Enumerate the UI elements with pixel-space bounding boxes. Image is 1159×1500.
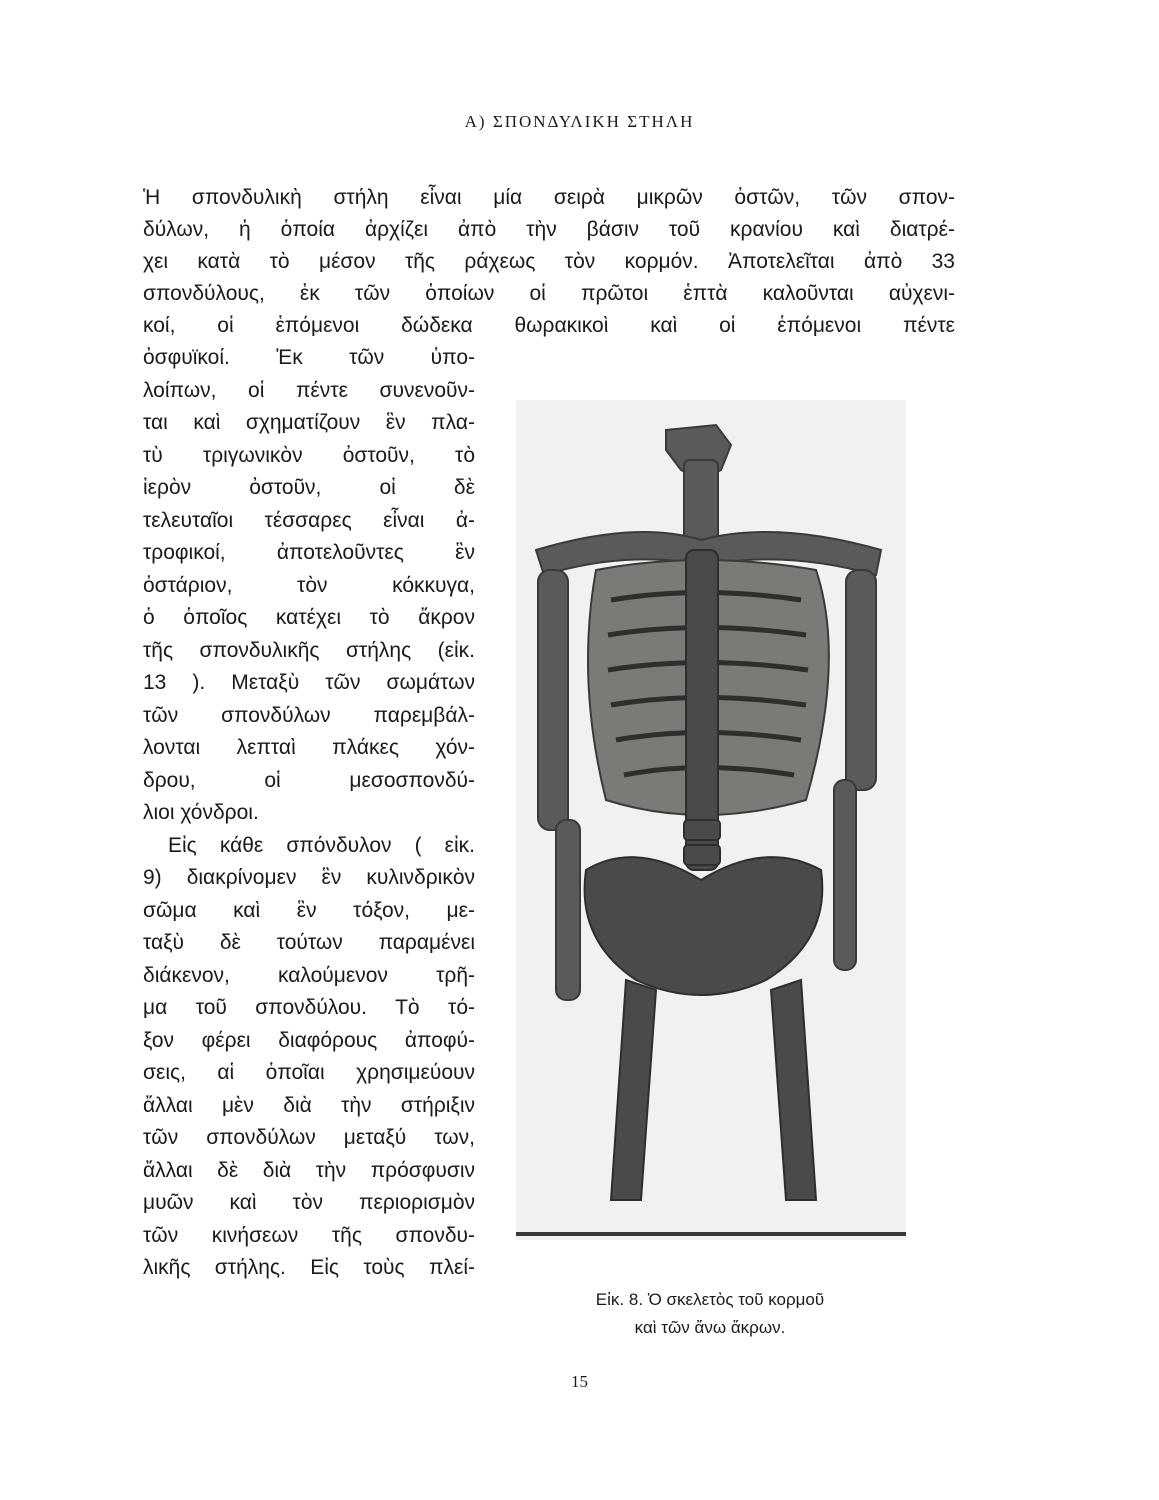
page-number: 15 [571,1372,588,1391]
text-line: ταξὺ δὲ τούτων παραμένει [143,931,475,954]
text-line: μυῶν καὶ τὸν περιορισμὸν [143,1191,475,1214]
caption-line: Εἰκ. 8. Ὁ σκελετὸς τοῦ κορμοῦ [595,1290,825,1309]
text-line: ὀστάριον, τὸν κόκκυγα, [143,573,475,597]
text-line: ται καὶ σχηματίζουν ἓν πλα- [143,411,475,434]
text-line: 13 ). Μεταξὺ τῶν σωμάτων [143,671,475,694]
text-line: ὀσφυϊκοί. Ἐκ τῶν ὑπο- [143,346,475,369]
text-line: λονται λεπταὶ πλάκες χόν- [143,736,475,759]
text-line: διάκενον, καλούμενον τρῆ- [143,963,475,987]
text-line: χει κατὰ τὸ μέσον τῆς ράχεως τὸν κορμόν. Ἀποτελεῖται ἀπὸ 33 [143,250,955,273]
text-line: λοίπων, οἱ πέντε συνενοῦν- [143,378,475,402]
text-line: Ἡ σπονδυλικὴ στήλη εἶναι μία σειρὰ μικρῶν ὀστῶν, τῶν σπον- [143,186,955,209]
text-line: τὺ τριγωνικὸν ὀστοῦν, τὸ [143,443,475,467]
text-line: λιοι χόνδροι. [143,801,259,824]
text-line: ἄλλαι δὲ διὰ τὴν πρόσφυσιν [143,1158,475,1182]
text-line: κοί, οἱ ἑπόμενοι δώδεκα θωρακικοὶ καὶ οἱ ἑπόμενοι πέντε [143,314,955,337]
skeleton-figure [516,400,906,1240]
text-line: 9) διακρίνομεν ἓν κυλινδρικὸν [143,866,475,889]
text-line: Εἰς κάθε σπόνδυλον ( εἰκ. [168,833,475,857]
text-line: μα τοῦ σπονδύλου. Τὸ τό- [143,996,475,1019]
text-line: δύλων, ἡ ὁποία ἀρχίζει ἀπὸ τὴν βάσιν τοῦ κρανίου καὶ διατρέ- [143,218,955,241]
text-line: ἄλλαι μὲν διὰ τὴν στήριξιν [143,1093,475,1117]
text-line: δρου, οἱ μεσοσπονδύ- [143,768,475,792]
text-line: τροφικοί, ἀποτελοῦντες ἓν [143,541,475,564]
text-line: λικῆς στήλης. Εἰς τοὺς πλεί- [143,1256,475,1279]
text-line: τῶν σπονδύλων μεταξύ των, [143,1126,475,1149]
caption-line: καὶ τῶν ἄνω ἄκρων. [634,1318,786,1337]
text-line: τῆς σπονδυλικῆς στήλης (εἰκ. [143,638,475,662]
skeleton-illustration [516,400,906,1240]
text-line: ξον φέρει διαφόρους ἀποφύ- [143,1028,475,1052]
text-line: ἱερὸν ὀστοῦν, οἱ δὲ [143,476,475,499]
text-line: ὁ ὁποῖος κατέχει τὸ ἄκρον [143,606,475,629]
text-column [143,342,475,1285]
text-line: σεις, αἱ ὁποῖαι χρησιμεύουν [143,1061,475,1084]
section-heading: Α) ΣΠΟΝΔΥΛΙΚΗ ΣΤΗΛΗ [464,112,695,131]
text-line: τῶν σπονδύλων παρεμβάλ- [143,703,475,727]
text-line: τῶν κινήσεων τῆς σπονδυ- [143,1223,475,1247]
text-line: σπονδύλους, ἐκ τῶν ὁποίων οἱ πρῶτοι ἑπτὰ καλοῦνται αὐχενι- [143,282,955,305]
text-line: τελευταῖοι τέσσαρες εἶναι ἀ- [143,508,475,532]
intro-paragraph [143,182,955,342]
text-line: σῶμα καὶ ἓν τόξον, με- [143,898,475,922]
figure-caption [510,1286,910,1342]
